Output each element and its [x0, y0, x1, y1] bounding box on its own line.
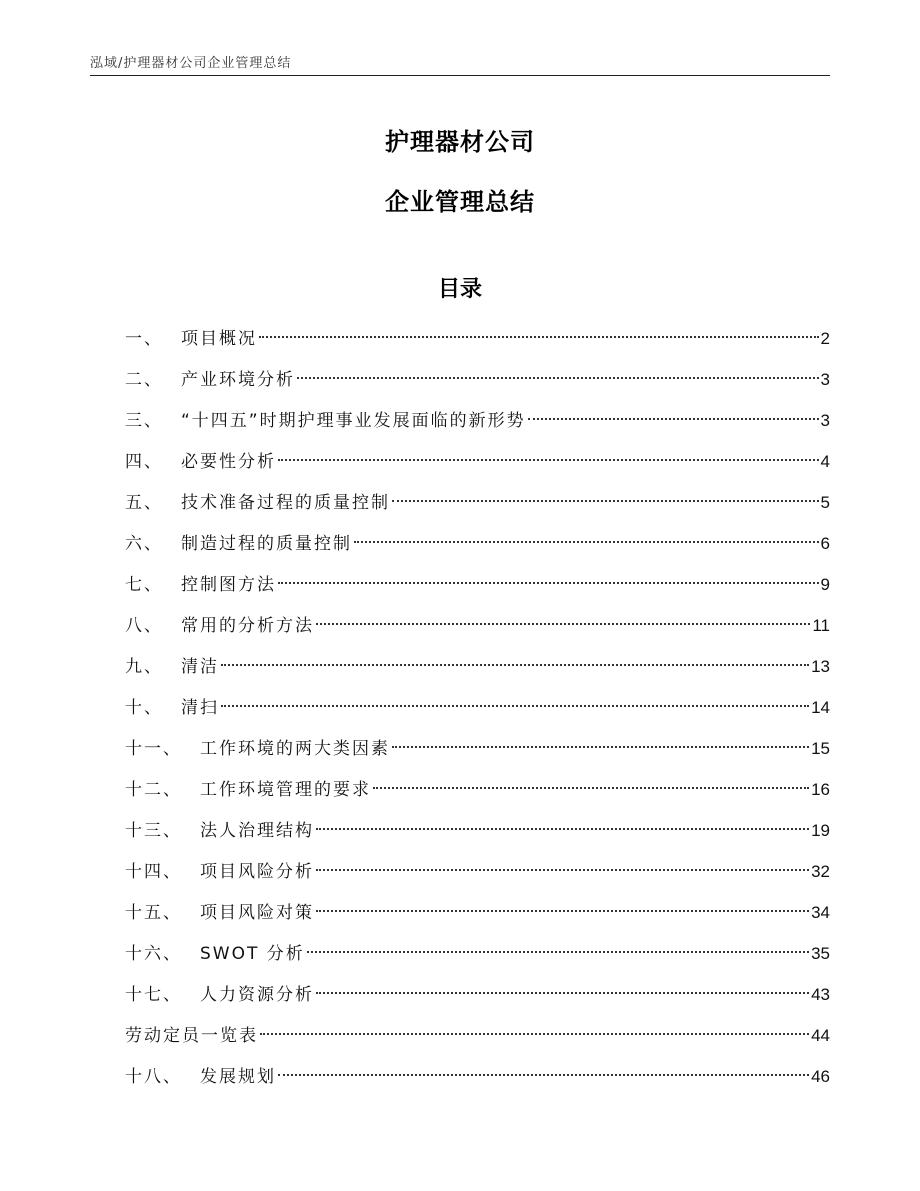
toc-entry-number: 十八、 — [125, 1067, 182, 1087]
toc-entry[interactable] — [125, 441, 830, 482]
toc-entry-title: 清扫 — [181, 698, 219, 718]
toc-entry-title: “十四五”时期护理事业发展面临的新形势 — [181, 411, 526, 431]
toc-entry-number: 四、 — [125, 452, 163, 472]
toc-entry-page-number: 15 — [811, 739, 830, 758]
toc-entry-page-number: 32 — [811, 862, 830, 881]
toc-entry[interactable] — [125, 359, 830, 400]
toc-dot-leader — [221, 664, 809, 666]
toc-dot-leader — [260, 1033, 809, 1035]
toc-entry-number: 二、 — [125, 370, 163, 390]
toc-entry-title: 人力资源分析 — [200, 985, 314, 1005]
toc-entry[interactable] — [125, 318, 830, 359]
toc-entry-number: 一、 — [125, 329, 163, 349]
toc-entry[interactable] — [125, 1015, 830, 1056]
toc-entry-page-number: 4 — [820, 452, 830, 471]
toc-dot-leader — [316, 992, 809, 994]
toc-entry-title: 工作环境的两大类因素 — [200, 739, 390, 759]
toc-entry-page-number: 13 — [811, 657, 830, 676]
toc-entry-page-number: 5 — [820, 493, 830, 512]
toc-entry-title: 劳动定员一览表 — [125, 1026, 258, 1046]
toc-entry-page-number: 11 — [812, 616, 830, 635]
table-of-contents — [125, 318, 830, 1097]
toc-entry-title: SWOT 分析 — [200, 944, 305, 964]
toc-entry[interactable] — [125, 728, 830, 769]
toc-entry[interactable] — [125, 974, 830, 1015]
toc-dot-leader — [373, 787, 809, 789]
toc-entry[interactable] — [125, 605, 830, 646]
toc-entry-title: 法人治理结构 — [200, 821, 314, 841]
toc-entry-title: 控制图方法 — [181, 575, 276, 595]
toc-entry-page-number: 9 — [820, 575, 830, 594]
toc-entry-page-number: 46 — [811, 1067, 830, 1086]
toc-entry-title: 项目风险分析 — [200, 862, 314, 882]
toc-entry-page-number: 44 — [811, 1026, 830, 1045]
toc-entry-page-number: 16 — [811, 780, 830, 799]
toc-dot-leader — [297, 377, 819, 379]
toc-entry-title: 项目风险对策 — [200, 903, 314, 923]
toc-entry-page-number: 34 — [811, 903, 830, 922]
toc-entry-page-number: 3 — [820, 411, 830, 430]
toc-entry-page-number: 35 — [811, 944, 830, 963]
toc-dot-leader — [307, 951, 809, 953]
toc-entry-number: 六、 — [125, 534, 163, 554]
toc-entry-title: 必要性分析 — [181, 452, 276, 472]
toc-dot-leader — [278, 582, 819, 584]
header-divider — [90, 75, 830, 76]
toc-entry[interactable] — [125, 400, 830, 441]
toc-entry-page-number: 3 — [820, 370, 830, 389]
toc-entry-page-number: 19 — [811, 821, 830, 840]
toc-entry-number: 十三、 — [125, 821, 182, 841]
toc-entry-number: 十、 — [125, 698, 163, 718]
toc-entry[interactable] — [125, 810, 830, 851]
toc-entry[interactable] — [125, 564, 830, 605]
toc-entry[interactable] — [125, 1056, 830, 1097]
toc-entry-number: 十五、 — [125, 903, 182, 923]
toc-entry-title: 发展规划 — [200, 1067, 276, 1087]
toc-entry-number: 七、 — [125, 575, 163, 595]
toc-entry[interactable] — [125, 687, 830, 728]
page-header: 泓域/护理器材公司企业管理总结 — [90, 56, 292, 71]
toc-entry-page-number: 43 — [811, 985, 830, 1004]
toc-dot-leader — [316, 828, 809, 830]
toc-entry[interactable] — [125, 892, 830, 933]
document-title-line2: 企业管理总结 — [385, 188, 535, 216]
toc-dot-leader — [278, 1074, 809, 1076]
toc-dot-leader — [392, 500, 819, 502]
toc-entry-number: 十一、 — [125, 739, 182, 759]
toc-entry[interactable] — [125, 523, 830, 564]
toc-dot-leader — [316, 869, 809, 871]
toc-entry[interactable] — [125, 769, 830, 810]
toc-entry-title: 清洁 — [181, 657, 219, 677]
toc-entry-title: 工作环境管理的要求 — [200, 780, 371, 800]
toc-entry-number: 十六、 — [125, 944, 182, 964]
toc-entry[interactable] — [125, 851, 830, 892]
toc-entry-page-number: 6 — [820, 534, 830, 553]
toc-dot-leader — [316, 623, 810, 625]
toc-entry-title: 制造过程的质量控制 — [181, 534, 352, 554]
toc-heading: 目录 — [437, 277, 482, 302]
toc-dot-leader — [392, 746, 809, 748]
toc-entry-number: 五、 — [125, 493, 163, 513]
toc-dot-leader — [259, 336, 819, 338]
toc-entry-title: 产业环境分析 — [181, 370, 295, 390]
toc-dot-leader — [354, 541, 819, 543]
toc-entry-number: 八、 — [125, 616, 163, 636]
document-title-line1: 护理器材公司 — [385, 128, 535, 156]
toc-dot-leader — [316, 910, 809, 912]
toc-entry[interactable] — [125, 646, 830, 687]
toc-entry-page-number: 14 — [811, 698, 830, 717]
toc-entry-number: 十四、 — [125, 862, 182, 882]
toc-dot-leader — [278, 459, 819, 461]
toc-entry-title: 项目概况 — [181, 329, 257, 349]
toc-entry-number: 九、 — [125, 657, 163, 677]
toc-entry-page-number: 2 — [820, 329, 830, 348]
toc-entry[interactable] — [125, 482, 830, 523]
toc-entry[interactable] — [125, 933, 830, 974]
toc-dot-leader — [221, 705, 809, 707]
toc-entry-number: 三、 — [125, 411, 163, 431]
toc-dot-leader — [528, 418, 819, 420]
toc-entry-title: 常用的分析方法 — [181, 616, 314, 636]
toc-entry-number: 十二、 — [125, 780, 182, 800]
toc-entry-number: 十七、 — [125, 985, 182, 1005]
toc-entry-title: 技术准备过程的质量控制 — [181, 493, 390, 513]
